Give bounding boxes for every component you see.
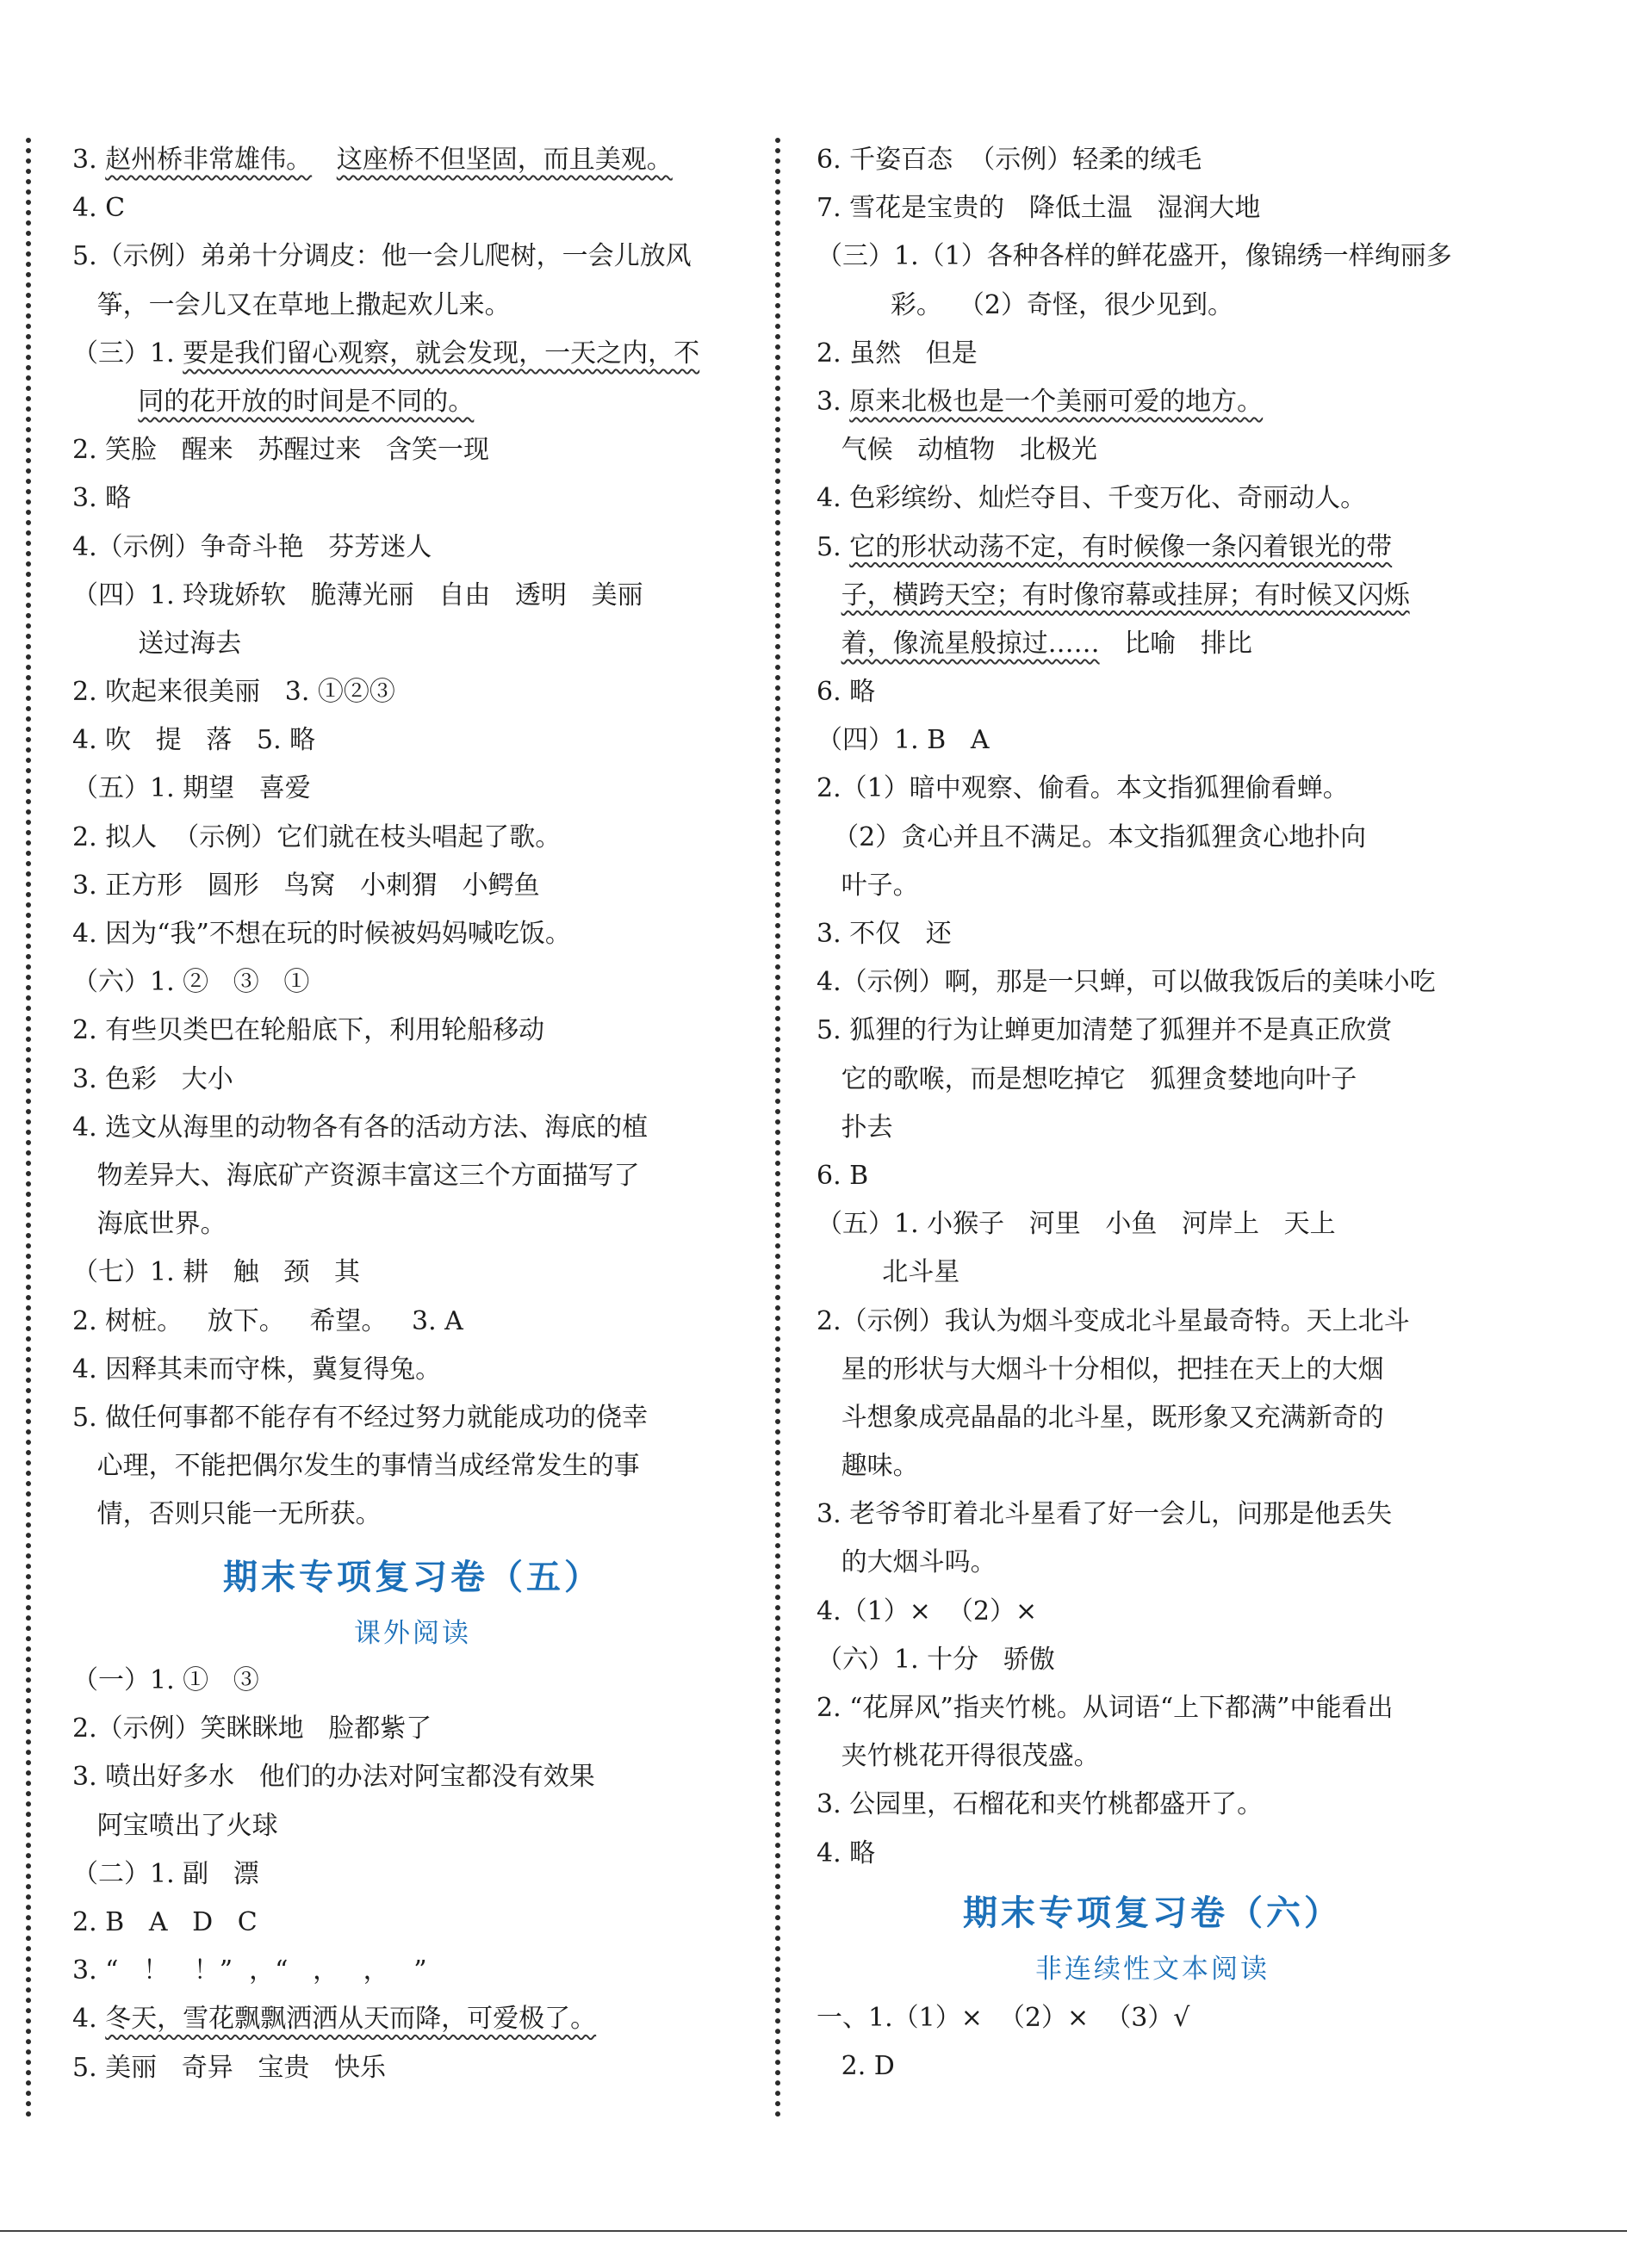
answer-text: 2.（示例）我认为烟斗变成北斗星最奇特。天上北斗 (817, 1305, 1410, 1336)
underlined-answer-text: 原来北极也是一个美丽可爱的地方。 (849, 386, 1264, 417)
right-column-top-answers (817, 136, 1488, 1878)
answer-line (817, 668, 1488, 716)
answer-line (72, 232, 753, 281)
answer-text: 送过海去 (72, 628, 242, 659)
answer-text: 3. 老爷爷盯着北斗星看了好一会儿，问那是他丢失 (817, 1499, 1393, 1530)
answer-line (72, 1899, 596, 1947)
underlined-answer-text: 子，横跨天空；有时像帘幕或挂屏；有时候又闪烁 (841, 579, 1410, 610)
answer-line (817, 1249, 1488, 1297)
answer-line (72, 1394, 753, 1442)
answer-line (72, 765, 753, 813)
section5-title: 期末专项复习卷（五） (223, 1558, 602, 1597)
answer-text: 扑去 (817, 1112, 893, 1143)
answer-line (72, 1442, 753, 1490)
answer-text: 它的歌喉，而是想吃掉它 狐狸贪婪地向叶子 (817, 1063, 1357, 1094)
answer-line (817, 910, 1488, 958)
answer-line (817, 184, 1488, 232)
answer-line (72, 426, 753, 474)
answer-text: 2. 拟人 （示例）它们就在枝头唱起了歌。 (72, 821, 562, 852)
answer-text: 彩。 （2）奇怪，很少见到。 (817, 289, 1233, 320)
answer-line (817, 426, 1488, 474)
answer-text: （五）1. 小猴子 河里 小鱼 河岸上 天上 (817, 1209, 1336, 1240)
answer-text: 2. 吹起来很美丽 3. ①②③ (72, 677, 395, 708)
answer-text: （三）1. (72, 338, 183, 369)
answer-text: 4.（示例）争奇斗艳 芬芳迷人 (72, 531, 432, 562)
answer-text: （2）贪心并且不满足。本文指狐狸贪心地扑向 (817, 821, 1367, 852)
answer-line (817, 1200, 1488, 1249)
answer-text: 5. 美丽 奇异 宝贵 快乐 (72, 2052, 386, 2083)
answer-line (72, 1705, 596, 1753)
answer-line (72, 620, 753, 668)
answer-line (72, 572, 753, 620)
column-divider (775, 138, 780, 2118)
answer-line (72, 1657, 596, 1705)
underlined-answer-text: 要是我们留心观察，就会发现，一天之内，不 (183, 338, 700, 369)
answer-line (817, 1394, 1488, 1442)
answer-line (817, 765, 1488, 813)
right-column-section6-answers (817, 1994, 1189, 2091)
answer-text: 6. 略 (817, 677, 876, 708)
answer-text (72, 378, 138, 426)
answer-text: 3. 公园里，石榴花和夹竹桃都盛开了。 (817, 1789, 1264, 1820)
answer-line (817, 572, 1488, 620)
answer-text: 4. 因为“我”不想在玩的时候被妈妈喊吃饭。 (72, 919, 571, 949)
answer-line (817, 1298, 1488, 1346)
answer-text: 4.（示例）啊，那是一只蝉，可以做我饭后的美味小吃 (817, 967, 1436, 998)
answer-text: 4. 因释其耒而守株，冀复得兔。 (72, 1354, 442, 1385)
answer-text: 趣味。 (817, 1451, 919, 1482)
answer-text: 比喻 排比 (1099, 628, 1252, 659)
underlined-answer-text: 这座桥不但坚固，而且美观。 (336, 145, 673, 175)
answer-text: 3. (817, 386, 850, 417)
answer-text: 夹竹桃花开得很茂盛。 (817, 1741, 1100, 1772)
answer-text: 7. 雪花是宝贵的 降低土温 湿润大地 (817, 193, 1261, 224)
answer-text: 海底世界。 (72, 1209, 227, 1240)
answer-text: 4. 吹 提 落 5. 略 (72, 725, 316, 756)
answer-text (817, 620, 841, 668)
answer-text: 3. 不仅 还 (817, 919, 952, 949)
answer-line (72, 1056, 753, 1104)
answer-text: （六）1. ② ③ ① (72, 967, 310, 998)
answer-text: 筝，一会儿又在草地上撒起欢儿来。 (72, 289, 511, 320)
left-column-top-answers (72, 136, 753, 1539)
answer-line (817, 232, 1488, 281)
underlined-answer-text: 赵州桥非常雄伟。 (105, 145, 313, 175)
answer-line (72, 1802, 596, 1850)
answer-text: （四）1. B A (817, 725, 990, 756)
underlined-answer-text: 同的花开放的时间是不同的。 (138, 386, 475, 417)
answer-text: 2. “花屏风”指夹竹桃。从词语“上下都满”中能看出 (817, 1693, 1394, 1723)
answer-text: （三）1.（1）各种各样的鲜花盛开，像锦绣一样绚丽多 (817, 241, 1452, 272)
answer-line (72, 524, 753, 572)
answer-line (72, 474, 753, 523)
answer-text: 4. 选文从海里的动物各有各的活动方法、海底的植 (72, 1112, 649, 1143)
answer-line (817, 1056, 1488, 1104)
underlined-answer-text: 它的形状动荡不定，有时候像一条闪着银光的带 (849, 531, 1393, 562)
answer-line (72, 1007, 753, 1055)
answer-text: 气候 动植物 北极光 (817, 435, 1097, 466)
answer-line (72, 862, 753, 910)
answer-line (817, 1539, 1488, 1587)
answer-line (817, 1830, 1488, 1878)
answer-text: （六）1. 十分 骄傲 (817, 1644, 1055, 1675)
section5-subtitle: 课外阅读 (354, 1618, 471, 1649)
answer-line (72, 1249, 753, 1297)
answer-text: 心理，不能把偶尔发生的事情当成经常发生的事 (72, 1451, 640, 1482)
answer-text: 3. 喷出好多水 他们的办法对阿宝都没有效果 (72, 1762, 595, 1793)
answer-text: 一、1.（1）× （2）× （3）√ (817, 2003, 1190, 2033)
answer-text: 3. 色彩 大小 (72, 1063, 233, 1094)
answer-line (817, 2042, 1189, 2091)
answer-line (817, 1104, 1488, 1152)
answer-text: 物差异大、海底矿产资源丰富这三个方面描写了 (72, 1160, 640, 1191)
answer-line (72, 1490, 753, 1539)
answer-line (72, 1104, 753, 1152)
binding-dotted-line (26, 138, 31, 2118)
answer-line (817, 282, 1488, 330)
answer-line (817, 1994, 1189, 2042)
answer-line (72, 1298, 753, 1346)
answer-line (817, 620, 1488, 668)
answer-text: （一）1. ① ③ (72, 1665, 259, 1695)
section6-heading (817, 1886, 1488, 1986)
answer-line (817, 1588, 1488, 1636)
section6-subtitle: 非连续性文本阅读 (1035, 1954, 1270, 1985)
answer-line (817, 1684, 1488, 1732)
answer-text: 斗想象成亮晶晶的北斗星，既形象又充满新奇的 (817, 1402, 1384, 1433)
answer-line (817, 1781, 1488, 1829)
page-bottom-rule (0, 2230, 1627, 2232)
underlined-answer-text: 冬天，雪花飘飘洒洒从天而降，可爱极了。 (105, 2004, 597, 2035)
answer-text: 情，否则只能一无所获。 (72, 1499, 382, 1530)
answer-text: （七）1. 耕 触 颈 其 (72, 1257, 360, 1288)
answer-text: 5. 做任何事都不能存有不经过努力就能成功的侥幸 (72, 1402, 649, 1433)
answer-line (817, 378, 1488, 426)
answer-text: 2. 笑脸 醒来 苏醒过来 含笑一现 (72, 435, 489, 466)
answer-line (72, 1152, 753, 1200)
answer-line (817, 862, 1488, 910)
answer-text: 北斗星 (817, 1257, 960, 1288)
answer-text: 3. “ ！ ！” ，“ ， ， ” (72, 1955, 427, 1986)
answer-text: 6. 千姿百态 （示例）轻柔的绒毛 (817, 145, 1202, 175)
answer-text: 5.（示例）弟弟十分调皮：他一会儿爬树，一会儿放风 (72, 241, 692, 272)
answer-text: 4. 色彩缤纷、灿烂夺目、千变万化、奇丽动人。 (817, 483, 1367, 514)
answer-line (817, 330, 1488, 378)
section5-heading (72, 1550, 753, 1650)
answer-text: 3. 正方形 圆形 鸟窝 小刺猬 小鳄鱼 (72, 870, 540, 901)
answer-line (817, 1490, 1488, 1539)
answer-line (72, 668, 753, 716)
answer-text: 2. 有些贝类巴在轮船底下，利用轮船移动 (72, 1015, 545, 1046)
answer-text: 4. C (72, 193, 126, 224)
answer-text: 2. D (817, 2051, 895, 2082)
answer-text: 4. 略 (817, 1837, 876, 1868)
answer-text (312, 136, 337, 184)
answer-text: （五）1. 期望 喜爱 (72, 773, 311, 804)
answer-text: 5. 狐狸的行为让蝉更加清楚了狐狸并不是真正欣赏 (817, 1015, 1393, 1046)
answer-line (72, 958, 753, 1007)
answer-line (817, 1636, 1488, 1684)
answer-line (817, 716, 1488, 765)
answer-line (817, 814, 1488, 862)
answer-text: 2. 虽然 但是 (817, 338, 978, 369)
answer-line (72, 1995, 596, 2043)
answer-line (72, 184, 753, 232)
answer-text: 4.（1）× （2）× (817, 1596, 1038, 1627)
answer-text: 星的形状与大烟斗十分相似，把挂在天上的大烟 (817, 1354, 1384, 1385)
answer-line (817, 1007, 1488, 1055)
answer-line (817, 1442, 1488, 1490)
answer-line (817, 136, 1488, 184)
answer-text: 3. (72, 145, 106, 175)
answer-line (72, 1346, 753, 1394)
answer-line (72, 1753, 596, 1801)
answer-text: 3. 略 (72, 483, 132, 514)
section6-title: 期末专项复习卷（六） (963, 1893, 1342, 1933)
answer-line (817, 958, 1488, 1007)
answer-line (72, 330, 753, 378)
answer-text: 2.（示例）笑眯眯地 脸都紫了 (72, 1713, 432, 1744)
answer-line (72, 136, 753, 184)
answer-line (72, 1200, 753, 1249)
underlined-answer-text: 着，像流星般掠过…… (841, 628, 1100, 659)
answer-line (817, 524, 1488, 572)
answer-text: 5. (817, 531, 850, 562)
answer-line (72, 378, 753, 426)
answer-line (817, 1346, 1488, 1394)
answer-line (72, 1947, 596, 1995)
answer-line (72, 1850, 596, 1899)
answer-text: 2. 树桩。 放下。 希望。 3. A (72, 1305, 463, 1336)
answer-text (817, 572, 841, 620)
answer-line (72, 716, 753, 765)
answer-line (817, 1732, 1488, 1781)
answer-line (817, 474, 1488, 523)
answer-text: 阿宝喷出了火球 (72, 1810, 278, 1841)
answer-text: （四）1. 玲珑娇软 脆薄光丽 自由 透明 美丽 (72, 579, 643, 610)
answer-text: 4. (72, 2004, 106, 2035)
answer-text: 6. B (817, 1160, 869, 1191)
answer-text: 的大烟斗吗。 (817, 1547, 997, 1578)
answer-line (72, 910, 753, 958)
answer-line (72, 814, 753, 862)
answer-line (72, 2044, 596, 2092)
answer-text: 2. B A D C (72, 1906, 258, 1937)
left-column-section5-answers (72, 1657, 596, 2092)
answer-line (817, 1152, 1488, 1200)
answer-text: 叶子。 (817, 870, 919, 901)
answer-text: 2.（1）暗中观察、偷看。本文指狐狸偷看蝉。 (817, 773, 1349, 804)
answer-text: （二）1. 副 漂 (72, 1858, 259, 1889)
answer-line (72, 282, 753, 330)
